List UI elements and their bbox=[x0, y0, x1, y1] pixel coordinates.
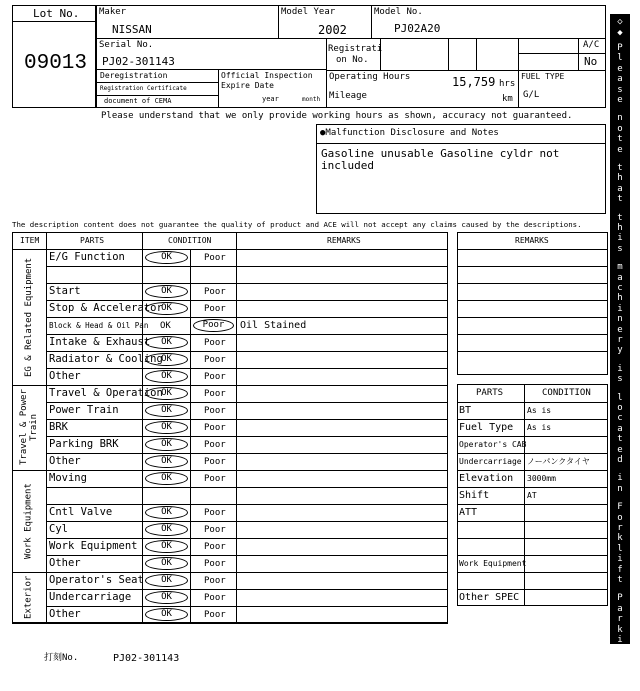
banner-char: h bbox=[617, 223, 623, 233]
banner-char: y bbox=[617, 345, 623, 356]
banner-char: o bbox=[617, 123, 623, 134]
fuel-type-label: FUEL TYPE bbox=[521, 72, 565, 81]
banner-char: e bbox=[617, 63, 623, 74]
condition-ok[interactable]: OK bbox=[145, 285, 188, 298]
condition-poor[interactable]: Poor bbox=[204, 457, 226, 467]
group-label: Exterior bbox=[23, 575, 34, 620]
condition-poor[interactable]: Poor bbox=[204, 508, 226, 518]
banner-char: r bbox=[617, 523, 623, 533]
banner-char: a bbox=[617, 603, 623, 614]
condition-poor[interactable]: Poor bbox=[204, 338, 226, 348]
banner-char: n bbox=[617, 314, 623, 325]
condition-ok[interactable]: OK bbox=[145, 557, 188, 570]
spec-label: Fuel Type bbox=[459, 422, 514, 433]
maker-label: Maker bbox=[99, 7, 127, 17]
condition-poor[interactable]: Poor bbox=[204, 525, 226, 535]
banner-char: t bbox=[617, 575, 623, 585]
banner-char: i bbox=[617, 473, 623, 484]
stamp-no-value: PJ02-301143 bbox=[113, 653, 180, 664]
banner-char: a bbox=[617, 183, 623, 194]
year-label: year bbox=[262, 95, 279, 103]
banner-char: g bbox=[617, 655, 623, 666]
group-label: EG & Related Equipment bbox=[24, 257, 34, 377]
condition-ok[interactable]: OK bbox=[145, 370, 188, 383]
spec-value: As is bbox=[527, 406, 552, 415]
deregistration-label: Deregistration bbox=[100, 71, 168, 80]
banner-char: h bbox=[617, 293, 623, 304]
condition-ok[interactable]: OK bbox=[145, 608, 188, 621]
banner-char: s bbox=[617, 84, 623, 95]
banner-char: k bbox=[617, 624, 623, 635]
condition-poor[interactable]: Poor bbox=[204, 440, 226, 450]
banner-char: i bbox=[617, 363, 623, 374]
condition-poor[interactable]: Poor bbox=[204, 406, 226, 416]
part-label: E/G Function bbox=[49, 251, 125, 263]
spec-header-parts: PARTS bbox=[476, 388, 504, 398]
malfunction-title: ●Malfunction Disclosure and Notes bbox=[320, 128, 499, 138]
part-label: Start bbox=[49, 285, 81, 297]
condition-poor[interactable]: Poor bbox=[204, 389, 226, 399]
group-label: Work Equipment bbox=[23, 483, 34, 559]
banner-char: n bbox=[617, 645, 623, 656]
table-row bbox=[46, 487, 448, 504]
inspection-label-2: Expire Date bbox=[221, 81, 274, 90]
operating-hours-label: Operating Hours bbox=[329, 72, 411, 82]
part-label: BRK bbox=[49, 421, 68, 433]
spec-value: AT bbox=[527, 491, 537, 500]
header-condition: CONDITION bbox=[168, 236, 212, 245]
banner-char: l bbox=[617, 543, 623, 554]
serial-value: PJ02-301143 bbox=[102, 55, 175, 68]
condition-ok[interactable]: OK bbox=[145, 251, 188, 264]
part-label: Other bbox=[49, 557, 81, 569]
table-row bbox=[46, 453, 448, 470]
condition-poor[interactable]: Poor bbox=[193, 319, 234, 332]
part-label: Stop & Accelerator bbox=[49, 302, 163, 314]
reg-cert-label: Registration Certificate bbox=[100, 85, 187, 92]
condition-poor[interactable]: Poor bbox=[204, 474, 226, 484]
hrs-unit: hrs bbox=[499, 79, 516, 89]
banner-char: r bbox=[617, 335, 623, 345]
cema-label: document of CEMA bbox=[104, 97, 172, 105]
spec-label: Other SPEC bbox=[459, 592, 520, 603]
banner-char: e bbox=[617, 444, 623, 455]
model-no-value: PJ02A20 bbox=[394, 22, 441, 35]
lot-number: 09013 bbox=[24, 52, 88, 75]
part-label: Travel & Operation bbox=[49, 387, 163, 399]
banner-char: c bbox=[617, 413, 623, 424]
table-row bbox=[46, 419, 448, 436]
condition-ok[interactable]: OK bbox=[145, 574, 188, 587]
serial-label: Serial No. bbox=[99, 40, 154, 50]
operating-hours-value: 15,759 bbox=[452, 75, 496, 89]
spec-header-condition: CONDITION bbox=[542, 388, 591, 398]
banner-char: F bbox=[617, 502, 623, 513]
fuel-type-value: G/L bbox=[523, 90, 540, 100]
part-label: Other bbox=[49, 370, 81, 382]
part-label: Undercarriage bbox=[49, 591, 132, 603]
part-label: Cntl Valve bbox=[49, 506, 113, 518]
banner-char: n bbox=[617, 483, 623, 494]
month-label: month bbox=[302, 96, 321, 103]
mileage-label: Mileage bbox=[329, 91, 367, 101]
ac-label: A/C bbox=[583, 40, 600, 50]
spec-label: Work Equipment bbox=[459, 559, 527, 568]
banner-marker: ◇ bbox=[617, 670, 623, 681]
header-parts: PARTS bbox=[80, 236, 105, 245]
banner-char: a bbox=[617, 272, 623, 283]
stamp-no-label: 打刻No. bbox=[44, 653, 79, 663]
banner-char: f bbox=[617, 564, 623, 575]
banner-char: o bbox=[617, 512, 623, 523]
condition-ok[interactable]: OK bbox=[145, 438, 188, 451]
condition-ok[interactable]: OK bbox=[145, 404, 188, 417]
table-row bbox=[46, 266, 448, 283]
right-remarks-header: REMARKS bbox=[515, 236, 549, 245]
condition-poor[interactable]: Poor bbox=[204, 372, 226, 382]
model-year-value: 2002 bbox=[318, 23, 347, 37]
table-row bbox=[46, 555, 448, 572]
condition-ok[interactable]: OK bbox=[145, 591, 188, 604]
location-notice-banner bbox=[610, 14, 630, 691]
condition-ok[interactable]: OK bbox=[145, 353, 188, 366]
banner-char: d bbox=[617, 455, 623, 465]
spec-label: BT bbox=[459, 405, 472, 416]
condition-poor[interactable]: Poor bbox=[204, 610, 226, 620]
remark-text: Oil Stained bbox=[240, 320, 307, 331]
condition-poor[interactable]: Poor bbox=[204, 287, 226, 297]
banner-char: P bbox=[617, 593, 623, 604]
banner-char: s bbox=[617, 374, 623, 385]
condition-poor[interactable]: Poor bbox=[204, 559, 226, 569]
banner-char: t bbox=[617, 134, 623, 145]
banner-char: k bbox=[617, 533, 623, 544]
banner-char: i bbox=[617, 635, 623, 645]
right-remarks-box bbox=[457, 232, 608, 375]
spec-label: ATT bbox=[459, 507, 478, 518]
condition-poor[interactable]: Poor bbox=[204, 423, 226, 433]
condition-ok[interactable]: OK bbox=[145, 455, 188, 468]
banner-char: i bbox=[617, 233, 623, 244]
banner-char: h bbox=[617, 173, 623, 184]
condition-ok[interactable]: OK bbox=[145, 506, 188, 519]
condition-ok[interactable]: OK bbox=[145, 302, 188, 315]
spec-value: ノーパンクタイヤ bbox=[527, 457, 590, 466]
spec-value: As is bbox=[527, 423, 552, 432]
banner-char: e bbox=[617, 324, 623, 335]
condition-ok[interactable]: OK bbox=[145, 472, 188, 485]
spec-label: Undercarriage bbox=[459, 457, 522, 466]
part-label: Other bbox=[49, 455, 81, 467]
part-label: Other bbox=[49, 608, 81, 620]
condition-ok[interactable]: OK bbox=[145, 387, 188, 400]
banner-char: t bbox=[617, 434, 623, 445]
part-label: Work Equipment bbox=[49, 540, 138, 552]
part-label: Cyl bbox=[49, 523, 68, 535]
banner-char: i bbox=[617, 554, 623, 565]
table-row bbox=[46, 283, 448, 300]
part-label: Parking BRK bbox=[49, 438, 119, 450]
banner-char: l bbox=[617, 392, 623, 403]
banner-char: l bbox=[617, 53, 623, 64]
banner-char: e bbox=[617, 144, 623, 155]
header-item: ITEM bbox=[20, 236, 40, 245]
part-label: Power Train bbox=[49, 404, 119, 416]
condition-poor[interactable]: Poor bbox=[204, 304, 226, 314]
lot-label: Lot No. bbox=[33, 7, 80, 20]
part-label: Moving bbox=[49, 472, 87, 484]
spec-label: Operator's CAB bbox=[459, 440, 527, 449]
registration-label-1: Registrati bbox=[328, 44, 383, 54]
banner-char: i bbox=[617, 303, 623, 314]
banner-char: s bbox=[617, 243, 623, 254]
table-row bbox=[46, 521, 448, 538]
condition-ok[interactable]: OK bbox=[145, 523, 188, 536]
condition-poor[interactable]: Poor bbox=[204, 542, 226, 552]
banner-char: P bbox=[617, 43, 623, 53]
header-remarks: REMARKS bbox=[327, 236, 361, 245]
table-row bbox=[46, 470, 448, 487]
banner-char: o bbox=[617, 403, 623, 413]
banner-marker: ◆ bbox=[617, 681, 623, 691]
banner-char: n bbox=[617, 113, 623, 124]
banner-char: m bbox=[617, 262, 623, 273]
banner-marker: ◇ bbox=[617, 17, 623, 27]
condition-ok[interactable]: OK bbox=[145, 540, 188, 553]
condition-ok[interactable]: OK bbox=[145, 336, 188, 349]
disclaimer: The description content does not guarantee the quality of product and ACE will not accept any claims caused by the descriptions. bbox=[12, 220, 582, 229]
table-row bbox=[46, 606, 448, 623]
malfunction-text: Gasoline unusable Gasoline cyldr not included bbox=[321, 147, 560, 172]
banner-char: a bbox=[617, 423, 623, 434]
maker-value: NISSAN bbox=[112, 23, 152, 36]
part-label: Operator's Seat bbox=[49, 574, 144, 586]
banner-char: r bbox=[617, 614, 623, 625]
part-label: Intake & Exhaust bbox=[49, 336, 151, 348]
model-year-label: Model Year bbox=[281, 7, 336, 17]
km-unit: km bbox=[502, 94, 513, 104]
condition-poor[interactable]: Poor bbox=[204, 576, 226, 586]
banner-char: c bbox=[617, 283, 623, 293]
condition-ok[interactable]: OK bbox=[160, 321, 171, 331]
banner-char: t bbox=[617, 212, 623, 223]
hours-notice: Please understand that we only provide working hours as shown, accuracy not guaranteed. bbox=[101, 111, 573, 121]
table-row bbox=[46, 368, 448, 385]
banner-char: t bbox=[617, 194, 623, 205]
spec-value: 3000mm bbox=[527, 474, 556, 483]
model-no-label: Model No. bbox=[374, 7, 423, 17]
banner-marker: ◆ bbox=[617, 28, 623, 38]
banner-char: a bbox=[617, 74, 623, 85]
banner-char: e bbox=[617, 95, 623, 105]
inspection-label-1: Official Inspection bbox=[221, 71, 313, 80]
condition-poor[interactable]: Poor bbox=[204, 593, 226, 603]
condition-poor[interactable]: Poor bbox=[204, 355, 226, 365]
condition-ok[interactable]: OK bbox=[145, 421, 188, 434]
condition-poor[interactable]: Poor bbox=[204, 253, 226, 263]
registration-label-2: on No. bbox=[336, 55, 369, 65]
spec-label: Elevation bbox=[459, 473, 514, 484]
part-label: Block & Head & Oil Pan bbox=[49, 321, 149, 330]
part-label: Radiator & Cooling bbox=[49, 353, 163, 365]
spec-label: Shift bbox=[459, 490, 490, 501]
group-label: Travel & Power Train bbox=[19, 389, 39, 466]
ac-value: No bbox=[584, 55, 598, 68]
banner-char: t bbox=[617, 163, 623, 173]
